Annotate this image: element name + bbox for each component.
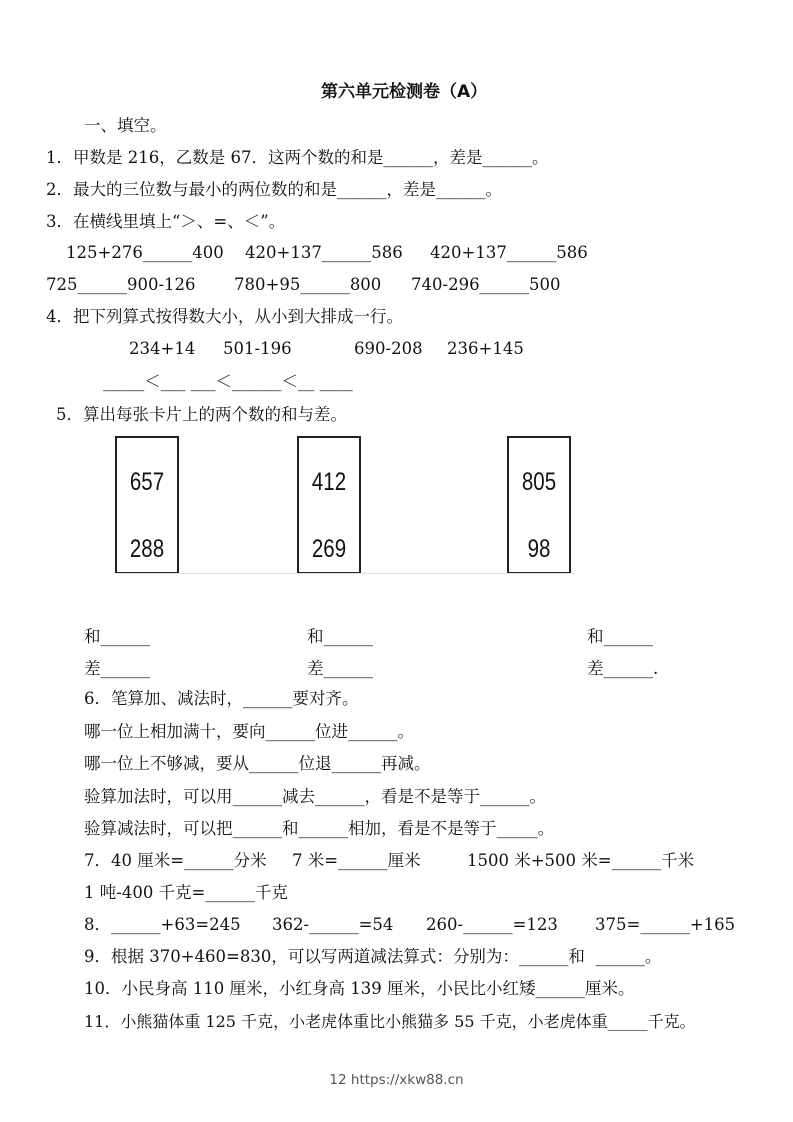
question-6-line: 验算减法时，可以把______和______相加，看是不是等于_____。 [84, 819, 555, 838]
difference-label: 差______ [307, 659, 373, 678]
question-6-line: 验算加法时，可以用______减去______，看是不是等于______。 [84, 787, 546, 806]
card-top-number: 657 [129, 468, 165, 496]
question-4-order-line: _____＜___ ___＜______＜__ ____ [103, 372, 353, 391]
question-4-expression: 236+145 [447, 339, 524, 358]
question-3-item: 125+276______400 [66, 243, 224, 262]
question-3-item: 780+95______800 [234, 275, 382, 294]
card-top-number: 412 [311, 468, 347, 496]
question-4-expression: 234+14 [129, 339, 196, 358]
difference-label: 差______ [84, 659, 150, 678]
question-10: 10．小民身高 110 厘米，小红身高 139 厘米，小民比小红矮______厘米。 [84, 979, 635, 998]
section-heading: 一、填空。 [84, 116, 167, 135]
number-card [115, 436, 179, 574]
sum-label: 和______ [307, 627, 373, 646]
card-bottom-number: 98 [527, 535, 551, 563]
sum-label: 和______ [84, 627, 150, 646]
question-9: 9．根据 370+460=830，可以写两道减法算式：分别为：______和 ______。 [84, 947, 662, 966]
question-3-item: 725______900-126 [46, 275, 196, 294]
number-card [507, 436, 571, 574]
sum-label: 和______ [587, 627, 653, 646]
question-4-expression: 501-196 [223, 339, 292, 358]
question-11: 11．小熊猫体重 125 千克，小老虎体重比小熊猫多 55 千克，小老虎体重_____千克。 [84, 1012, 696, 1031]
question-7-part: 1500 米+500 米=______千米 [467, 851, 695, 870]
question-6-line: 哪一位上不够减，要从______位退______再减。 [84, 754, 431, 773]
card-baseline [115, 573, 575, 574]
question-3-item: 420+137______586 [430, 243, 588, 262]
number-card [297, 436, 361, 574]
page-footer: 12 https://xkw88.cn [329, 1072, 464, 1088]
question-8-part: 260-______=123 [426, 915, 558, 934]
question-6-line: 6．笔算加、减法时，______要对齐。 [84, 689, 359, 708]
question-8-part: 8．______+63=245 [84, 915, 241, 934]
difference-label: 差______. [587, 659, 659, 678]
question-4-prompt: 4．把下列算式按得数大小，从小到大排成一行。 [46, 307, 403, 326]
question-1: 1．甲数是 216，乙数是 67．这两个数的和是______，差是______。 [46, 148, 549, 167]
question-8-part: 362-______=54 [272, 915, 394, 934]
question-3-item: 740-296______500 [411, 275, 561, 294]
question-7-line2: 1 吨-400 千克=______千克 [84, 883, 288, 902]
question-5-prompt: 5．算出每张卡片上的两个数的和与差。 [56, 405, 347, 424]
question-2: 2．最大的三位数与最小的两位数的和是______，差是______。 [46, 180, 502, 199]
question-4-expression: 690-208 [354, 339, 423, 358]
question-6-line: 哪一位上相加满十，要向______位进______。 [84, 722, 414, 741]
card-bottom-number: 269 [311, 535, 347, 563]
question-7-part: 7．40 厘米=______分米 [84, 851, 267, 870]
card-top-number: 805 [521, 468, 557, 496]
question-7-part: 7 米=______厘米 [292, 851, 421, 870]
question-3-item: 420+137______586 [245, 243, 403, 262]
question-3-prompt: 3．在横线里填上“＞、=、＜”。 [46, 212, 286, 231]
page-title: 第六单元检测卷（A） [321, 82, 488, 102]
question-8-part: 375=______+165 [595, 915, 736, 934]
card-bottom-number: 288 [129, 535, 165, 563]
